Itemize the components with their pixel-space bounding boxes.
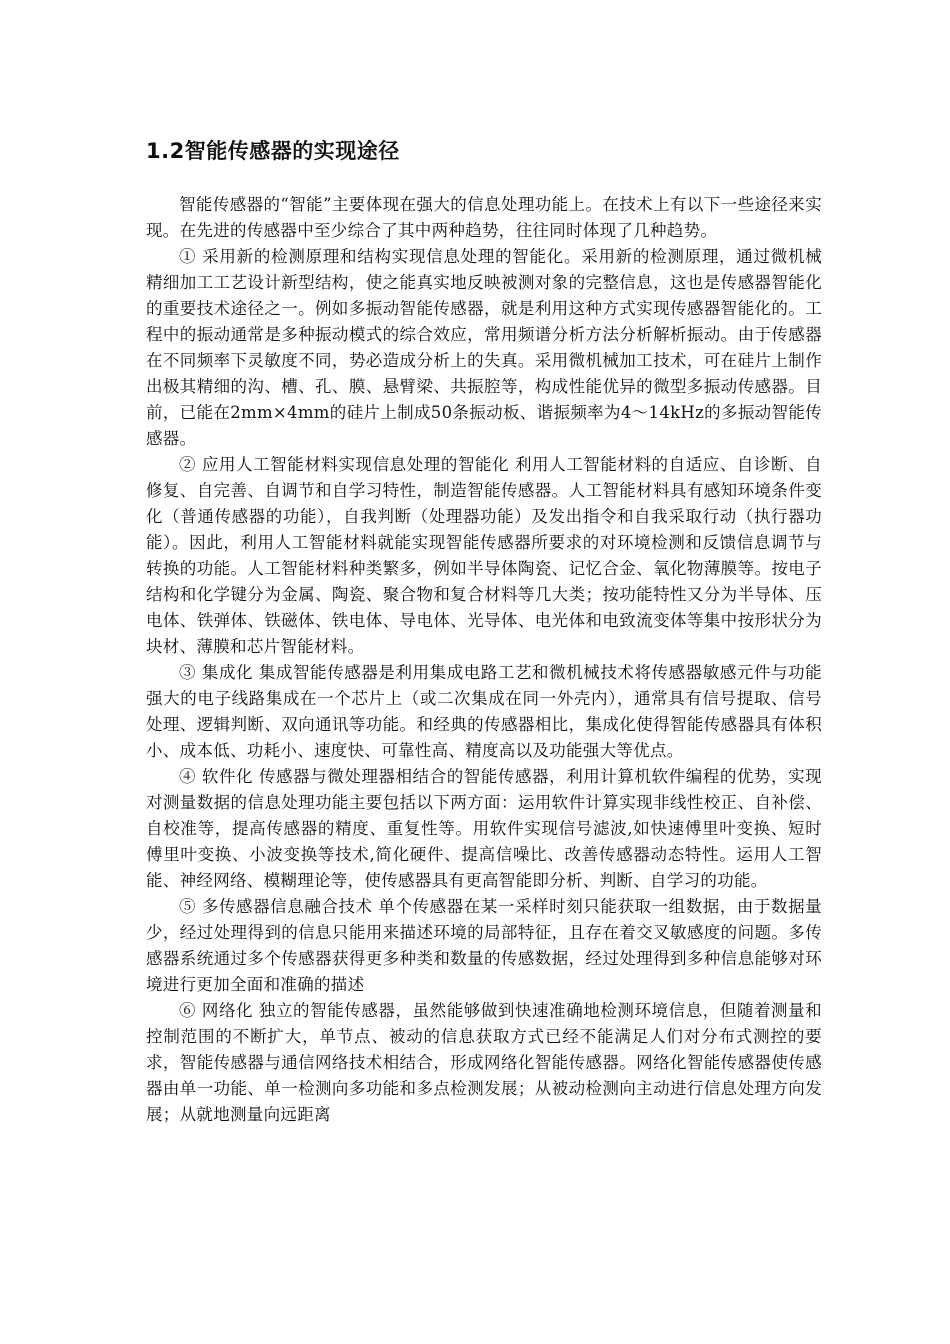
paragraph-sensor-fusion: ⑤ 多传感器信息融合技术 单个传感器在某一采样时刻只能获取一组数据，由于数据量少，经过处理得到的信息只能用来描述环境的局部特征，且存在着交叉敏感度的问题。多传感器系统通过多个传感器获得更多种类和数量的传感数据，经过处理得到多种信息能够对环境进行更加全面和准确的描述	[146, 897, 822, 994]
paragraph-integration: ③ 集成化 集成智能传感器是利用集成电路工艺和微机械技术将传感器敏感元件与功能强大的电子线路集成在一个芯片上（或二次集成在同一外壳内），通常具有信号提取、信号处理、逻辑判断、双向通讯等功能。和经典的传感器相比，集成化使得智能传感器具有体积小、成本低、功耗小、速度快、可靠性高、精度高以及功能强大等优点。	[146, 663, 822, 760]
paragraph-software: ④ 软件化 传感器与微处理器相结合的智能传感器，利用计算机软件编程的优势，实现对测量数据的信息处理功能主要包括以下两方面：运用软件计算实现非线性校正、自补偿、自校准等，提高传感器的精度、重复性等。用软件实现信号滤波,如快速傅里叶变换、短时傅里叶变换、小波变换等技术,简化硬件、提高信噪比、改善传感器动态特性。运用人工智能、神经网络、模糊理论等，使传感器具有更高智能即分析、判断、自学习的功能。	[146, 767, 822, 890]
paragraph-smart-materials: ② 应用人工智能材料实现信息处理的智能化 利用人工智能材料的自适应、自诊断、自修复、自完善、自调节和自学习特性，制造智能传感器。人工智能材料具有感知环境条件变化（普通传感器的功能），自我判断（处理器功能）及发出指令和自我采取行动（执行器功能）。因此，利用人工智能材料就能实现智能传感器所要求的对环境检测和反馈信息调节与转换的功能。人工智能材料种类繁多，例如半导体陶瓷、记忆合金、氧化物薄膜等。按电子结构和化学键分为金属、陶瓷、聚合物和复合材料等几大类；按功能特性又分为半导体、压电体、铁弹体、铁磁体、铁电体、导电体、光导体、电光体和电致流变体等集中按形状分为块材、薄膜和芯片智能材料。	[146, 455, 822, 656]
paragraph-detection-principle: ① 采用新的检测原理和结构实现信息处理的智能化。采用新的检测原理，通过微机械精细加工工艺设计新型结构，使之能真实地反映被测对象的完整信息，这也是传感器智能化的重要技术途径之一。例如多振动智能传感器，就是利用这种方式实现传感器智能化的。工程中的振动通常是多种振动模式的综合效应，常用频谱分析方法分析解析振动。由于传感器在不同频率下灵敏度不同，势必造成分析上的失真。采用微机械加工技术，可在硅片上制作出极其精细的沟、槽、孔、膜、悬臂梁、共振腔等，构成性能优异的微型多振动传感器。目前，已能在2mm×4mm的硅片上制成50条振动板、谐振频率为4～14kHz的多振动智能传感器。	[146, 247, 822, 448]
paragraph-networking: ⑥ 网络化 独立的智能传感器，虽然能够做到快速准确地检测环境信息，但随着测量和控制范围的不断扩大，单节点、被动的信息获取方式已经不能满足人们对分布式测控的要求，智能传感器与通信网络技术相结合，形成网络化智能传感器。网络化智能传感器使传感器由单一功能、单一检测向多功能和多点检测发展；从被动检测向主动进行信息处理方向发展；从就地测量向远距离	[146, 1001, 822, 1124]
intro-paragraph: 智能传感器的“智能”主要体现在强大的信息处理功能上。在技术上有以下一些途径来实现。在先进的传感器中至少综合了其中两种趋势，往往同时体现了几种趋势。	[146, 195, 822, 240]
section-heading: 1.2智能传感器的实现途径	[146, 139, 400, 163]
document-page	[146, 136, 822, 1128]
